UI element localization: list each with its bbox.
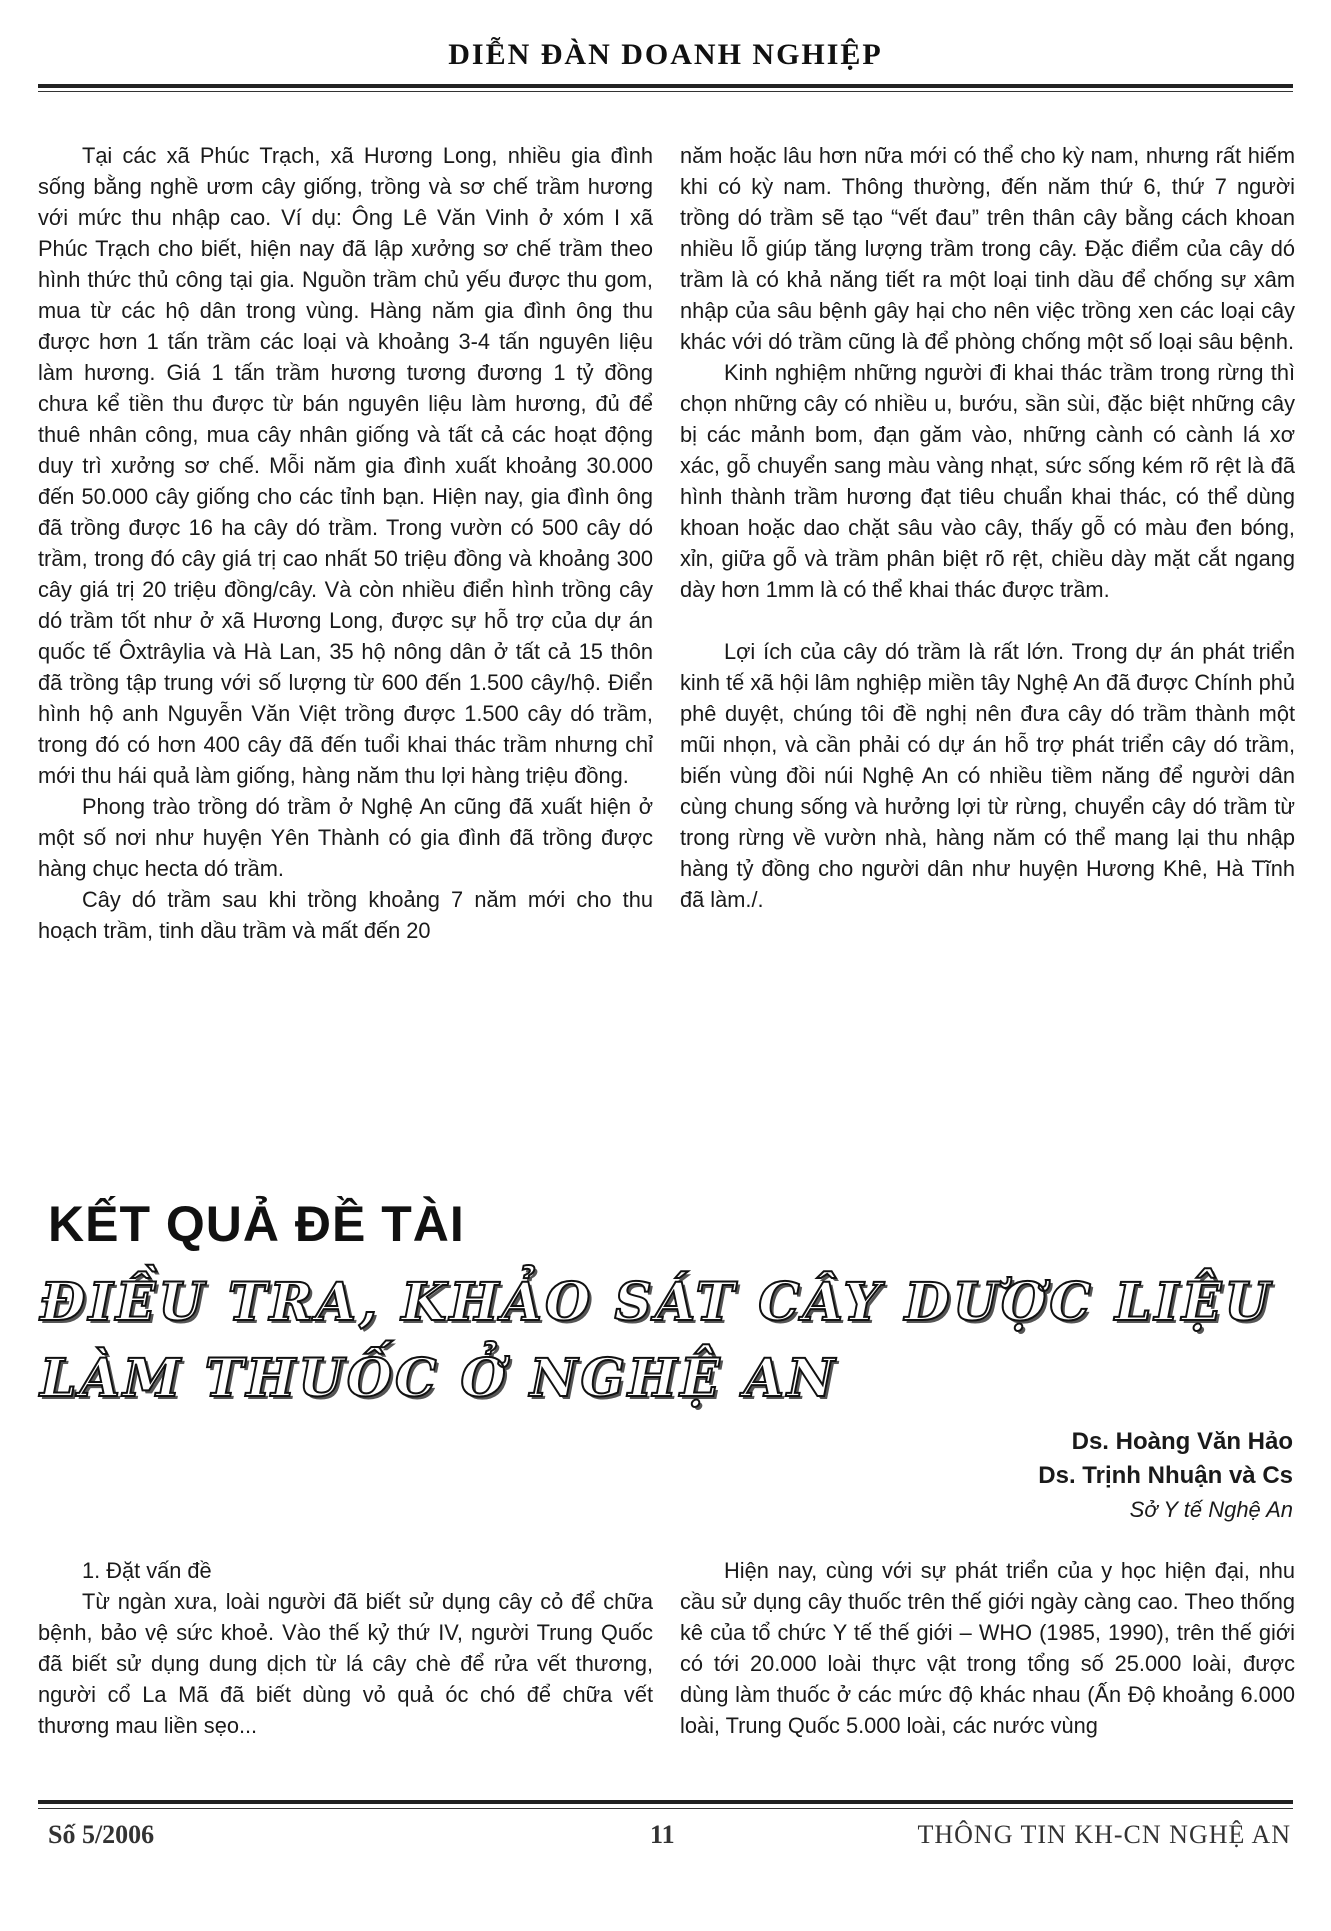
author-affiliation: Sở Y tế Nghệ An	[1129, 1497, 1293, 1522]
article2-paragraph: Từ ngàn xưa, loài người đã biết sử dụng cây cỏ để chữa bệnh, bảo vệ sức khoẻ. Vào thế kỷ thứ IV, người Trung Quốc đã biết sử dụng dung dịch từ lá cây chè để rửa vết thương, người cổ La Mã đã biết dùng vỏ quả óc chó để chữa vết thương mau liền sẹo...	[38, 1589, 653, 1738]
header-rule-thin	[38, 91, 1293, 92]
article1-paragraph: Cây dó trầm sau khi trồng khoảng 7 năm mới cho thu hoạch trầm, tinh dầu trầm và mất đến 20	[38, 887, 653, 943]
footer-rule	[38, 1800, 1293, 1804]
footer-issue: Số 5/2006	[48, 1820, 155, 1849]
article2-right-column	[680, 1555, 1295, 1741]
article1-paragraph: Phong trào trồng dó trầm ở Nghệ An cũng đã xuất hiện ở một số nơi như huyện Yên Thành có gia đình đã trồng được hàng chục hecta dó trầm.	[38, 794, 653, 881]
footer-rule-thin	[38, 1808, 1293, 1809]
header-rule	[38, 84, 1293, 88]
article2-paragraph: Hiện nay, cùng với sự phát triển của y học hiện đại, nhu cầu sử dụng cây thuốc trên thế giới ngày càng cao. Theo thống kê của tổ chức Y tế thế giới – WHO (1985, 1990), trên thế giới có tới 20.000 loài thực vật trong tổng số 25.000 loài, được dùng làm thuốc ở các mức độ khác nhau (Ấn Độ khoảng 6.000 loài, Trung Quốc 5.000 loài, các nước vùng	[680, 1558, 1295, 1738]
article1-right-column	[680, 140, 1295, 915]
footer-publication: THÔNG TIN KH-CN NGHỆ AN	[917, 1820, 1291, 1849]
article2-kicker: KẾT QUẢ ĐỀ TÀI	[48, 1196, 465, 1252]
page-header-title: DIỄN ĐÀN DOANH NGHIỆP	[448, 38, 883, 71]
article1-paragraph: năm hoặc lâu hơn nữa mới có thể cho kỳ nam, nhưng rất hiếm khi có kỳ nam. Thông thường, đến năm thứ 6, thứ 7 người trồng dó trầm sẽ tạo “vết đau” trên thân cây bằng cách khoan nhiều lỗ giúp tăng lượng trầm trong cây. Đặc điểm của cây dó trầm là có khả năng tiết ra một loại tinh dầu để chống sự xâm nhập của sâu bệnh gây hại cho nên việc trồng xen các loại cây khác với dó trầm cũng là để phòng chống một số loại sâu bệnh.	[680, 143, 1295, 354]
article2-left-column	[38, 1555, 653, 1741]
article2-title-line2: LÀM THUỐC Ở NGHỆ AN	[40, 1348, 838, 1409]
article2-title-line1: ĐIỀU TRA, KHẢO SÁT CÂY DƯỢC LIỆU	[40, 1272, 1273, 1333]
article2-byline	[1038, 1425, 1293, 1527]
author-name: Ds. Hoàng Văn Hảo	[1071, 1428, 1293, 1455]
article1-paragraph: Tại các xã Phúc Trạch, xã Hương Long, nhiều gia đình sống bằng nghề ươm cây giống, trồng và sơ chế trầm hương với mức thu nhập cao. Ví dụ: Ông Lê Văn Vinh ở xóm I xã Phúc Trạch cho biết, hiện nay đã lập xưởng sơ chế trầm theo hình thức thủ công tại gia. Nguồn trầm chủ yếu được thu gom, mua từ các hộ dân trong vùng. Hàng năm gia đình ông thu được hơn 1 tấn trầm các loại và khoảng 3-4 tấn nguyên liệu làm hương. Giá 1 tấn trầm hương tương đương 1 tỷ đồng chưa kể tiền thu được từ bán nguyên liệu làm hương, đủ để thuê nhân công, mua cây nhân giống và tất cả các hoạt động duy trì xưởng sơ chế. Mỗi năm gia đình xuất khoảng 30.000 đến 50.000 cây giống cho các tỉnh bạn. Hiện nay, gia đình ông đã trồng được 16 ha cây dó trầm. Trong vườn có 500 cây dó trầm, trong đó cây giá trị cao nhất 50 triệu đồng và khoảng 300 cây giá trị 20 triệu đồng/cây. Và còn nhiều điển hình trồng cây dó trầm tốt như ở xã Hương Long, được sự hỗ trợ của dự án quốc tế Ôxtrâylia và Hà Lan, 35 hộ nông dân ở tất cả 15 thôn đã trồng tập trung với số lượng từ 600 đến 1.500 cây/hộ. Điển hình hộ anh Nguyễn Văn Việt trồng được 1.500 cây dó trầm, trong đó có hơn 400 cây đã đến tuổi khai thác trầm nhưng chỉ mới thu hái quả làm giống, hàng năm thu lợi hàng triệu đồng.	[38, 143, 653, 788]
article1-paragraph: Lợi ích của cây dó trầm là rất lớn. Trong dự án phát triển kinh tế xã hội lâm nghiệp miền tây Nghệ An đã được Chính phủ phê duyệt, chúng tôi đề nghị nên đưa cây dó trầm thành một mũi nhọn, và cần phải có dự án hỗ trợ phát triển cây dó trầm, biến vùng đồi núi Nghệ An có nhiều tiềm năng để người dân cùng chung sống và hưởng lợi từ rừng, chuyển cây dó trầm từ trong rừng về vườn nhà, hàng năm có thể mang lại thu nhập hàng tỷ đồng cho người dân như huyện Hương Khê, Hà Tĩnh đã làm./.	[680, 639, 1295, 912]
section-heading: 1. Đặt vấn đề	[82, 1558, 212, 1583]
article1-left-column	[38, 140, 653, 946]
author-name: Ds. Trịnh Nhuận và Cs	[1038, 1462, 1293, 1489]
article1-paragraph: Kinh nghiệm những người đi khai thác trầm trong rừng thì chọn những cây có nhiều u, bướu, sần sùi, đặc biệt những cây bị các mảnh bom, đạn găm vào, những cành có cành lá xơ xác, gỗ chuyển sang màu vàng nhạt, sức sống kém rõ rệt là đã hình thành trầm hương đạt tiêu chuẩn khai thác, có thể dùng khoan hoặc dao chặt sâu vào cây, thấy gỗ có màu đen bóng, xỉn, giữa gỗ và trầm phân biệt rõ rệt, chiều dày mặt cắt ngang dày hơn 1mm là có thể khai thác được trầm.	[680, 360, 1295, 602]
footer-page-number: 11	[650, 1820, 675, 1849]
